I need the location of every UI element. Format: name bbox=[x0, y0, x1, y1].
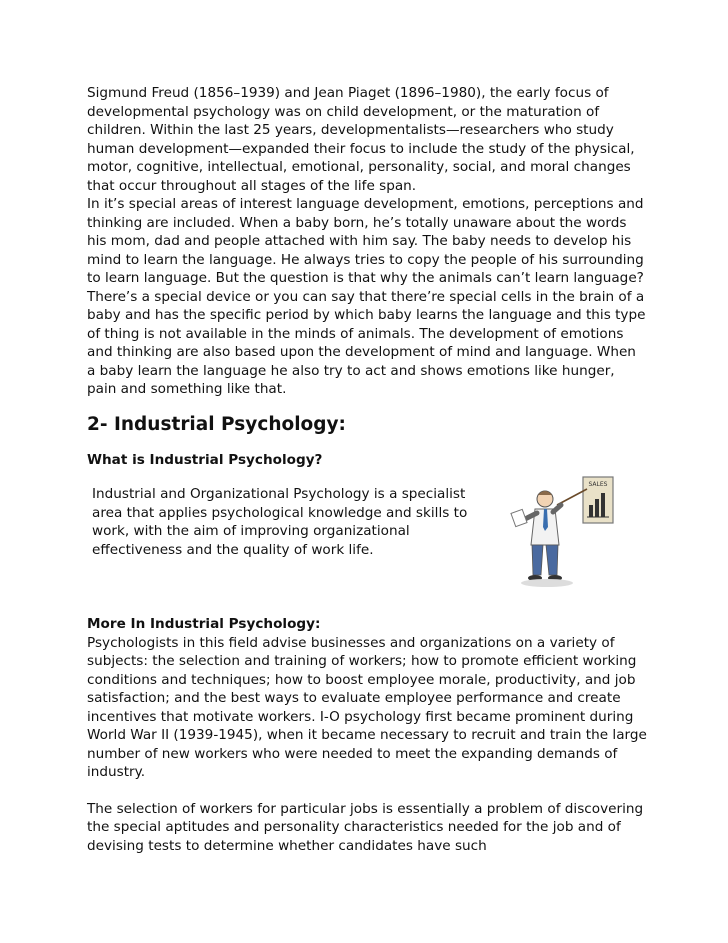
document-page bbox=[87, 84, 647, 855]
more-section bbox=[87, 615, 647, 855]
board-label: SALES bbox=[588, 481, 608, 488]
intro-paragraph-1: Sigmund Freud (1856–1939) and Jean Piaget (1896–1980), the early focus of developmental psychology was on child development, or the maturation of children. Within the last 25 years, developmentalists—researchers who study human development—expanded their focus to include the study of the physical, motor, cognitive, intellectual, emotional, personality, social, and moral changes that occur throughout all stages of the life span. bbox=[87, 85, 635, 194]
more-paragraph: Psychologists in this field advise businesses and organizations on a variety of subjects: the selection and training of workers; how to promote efficient working conditions and techniques; how to boost employee morale, productivity, and job satisfaction; and the best ways to evaluate employee performance and create incentives that motivate workers. I-O psychology first became prominent during World War II (1939-1945), when it became necessary to recruit and train the large number of new workers who were needed to meet the expanding demands of industry. bbox=[87, 634, 647, 780]
final-paragraph: The selection of workers for particular jobs is essentially a problem of discovering the special aptitudes and personality characteristics needed for the job and of devising tests to determine whether candidates have such bbox=[87, 800, 644, 854]
more-heading: More In Industrial Psychology: bbox=[87, 616, 321, 632]
intro-paragraph-2: In it’s special areas of interest language development, emotions, perceptions and thinking are included. When a baby born, he’s totally unaware about the words his mom, dad and people attached with him say. The baby needs to develop his mind to learn the language. He always tries to copy the people of his surrounding to learn language. But the question is that why the animals can’t learn language? There’s a special device or you can say that there’re special cells in the brain of a baby and has the specific period by which baby learns the language and this type of thing is not available in the minds of animals. The development of emotions and thinking are also based upon the development of mind and language. When a baby learn the language he also try to act and shows emotions like hunger, pain and something like that. bbox=[87, 196, 646, 397]
definition-text: Industrial and Organizational Psychology is a specialist area that applies psychological knowledge and skills to work, with the aim of improving organizational effectiveness and the quality of work life. bbox=[92, 486, 468, 558]
section-heading: 2- Industrial Psychology: bbox=[87, 413, 346, 435]
section-subheading: What is Industrial Psychology? bbox=[87, 451, 323, 468]
presenter-with-sales-chart-icon bbox=[505, 475, 635, 590]
definition-block bbox=[87, 481, 647, 615]
